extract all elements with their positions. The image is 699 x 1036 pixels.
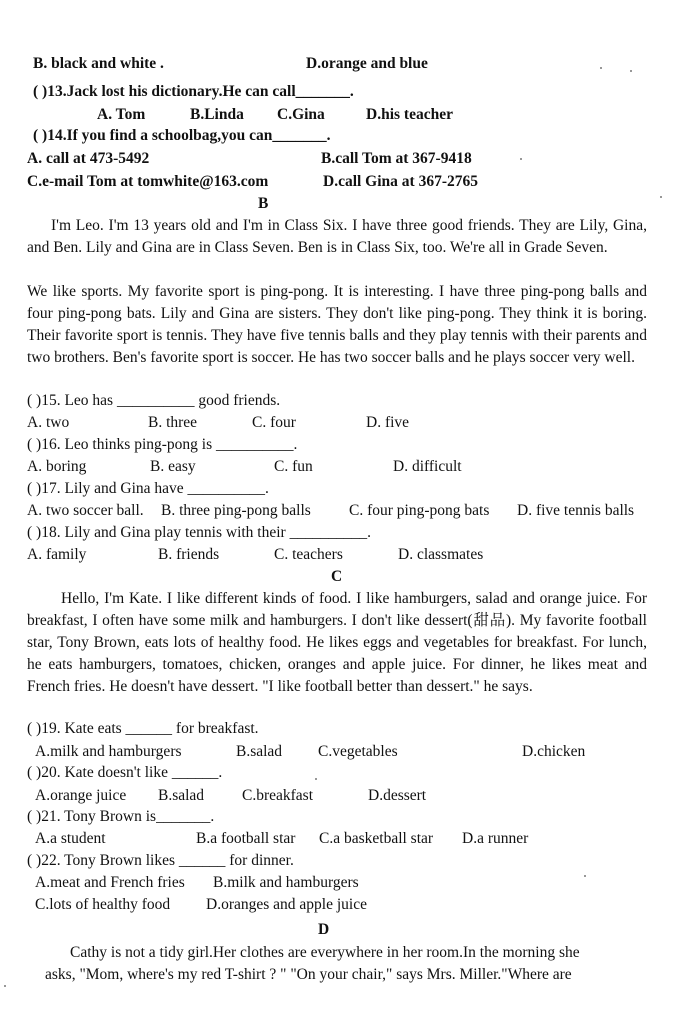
scan-speck (660, 196, 662, 198)
scan-speck (630, 70, 632, 72)
q12-option-b: B. black and white . (33, 55, 164, 72)
q22-option-a: A.meat and French fries (35, 874, 185, 891)
q14-option-d: D.call Gina at 367-2765 (323, 173, 478, 190)
q17-option-d: D. five tennis balls (517, 502, 635, 519)
q17-option-c: C. four ping-pong bats (349, 502, 490, 519)
section-d-heading: D (318, 921, 330, 938)
q13-option-b: B.Linda (190, 106, 244, 123)
section-d-line-1: Cathy is not a tidy girl.Her clothes are everywhere in her room.In the morning she (70, 944, 580, 961)
q13-option-c: C.Gina (277, 106, 325, 123)
scan-speck (520, 158, 522, 160)
q19-option-c: C.vegetables (318, 743, 398, 760)
q19-option-d: D.chicken (522, 743, 586, 760)
scan-speck (600, 67, 602, 69)
q15-option-b: B. three (148, 414, 198, 431)
q12-option-d: D.orange and blue (306, 55, 428, 72)
q17-option-a: A. two soccer ball. (27, 502, 144, 519)
q21-option-a: A.a student (35, 830, 106, 847)
q18-option-d: D. classmates (398, 546, 484, 563)
q19-stem: ( )19. Kate eats ______ for breakfast. (27, 720, 259, 737)
q14-stem: ( )14.If you find a schoolbag,you can_______. (33, 127, 331, 144)
q18-option-a: A. family (27, 546, 87, 563)
q13-option-d: D.his teacher (366, 106, 453, 123)
q21-option-d: D.a runner (462, 830, 529, 847)
q18-option-b: B. friends (158, 546, 220, 563)
q20-stem: ( )20. Kate doesn't like ______. (27, 764, 223, 781)
q15-option-a: A. two (27, 414, 70, 431)
q17-option-b: B. three ping-pong balls (161, 502, 311, 519)
q16-option-b: B. easy (150, 458, 196, 475)
section-c-heading: C (331, 568, 343, 585)
q16-stem: ( )16. Leo thinks ping-pong is __________. (27, 436, 298, 453)
q16-option-a: A. boring (27, 458, 87, 475)
q13-stem: ( )13.Jack lost his dictionary.He can call_______. (33, 83, 354, 100)
q21-stem: ( )21. Tony Brown is_______. (27, 808, 215, 825)
scan-speck (315, 778, 317, 780)
q22-option-d: D.oranges and apple juice (206, 896, 367, 913)
q20-option-c: C.breakfast (242, 787, 314, 804)
q15-option-c: C. four (252, 414, 296, 431)
q16-option-d: D. difficult (393, 458, 462, 475)
q18-option-c: C. teachers (274, 546, 343, 563)
q17-stem: ( )17. Lily and Gina have __________. (27, 480, 269, 497)
q15-option-d: D. five (366, 414, 410, 431)
q14-option-b: B.call Tom at 367-9418 (321, 150, 472, 167)
q14-option-c: C.e-mail Tom at tomwhite@163.com (27, 173, 269, 190)
q22-stem: ( )22. Tony Brown likes ______ for dinner. (27, 852, 294, 869)
q20-option-b: B.salad (158, 787, 205, 804)
q13-option-a: A. Tom (97, 106, 146, 123)
q22-option-b: B.milk and hamburgers (213, 874, 359, 891)
section-b-paragraph-2: We like sports. My favorite sport is ping-pong. It is interesting. I have three ping-pong balls and four ping-pong bats. Lily and Gina are sisters. They don't like ping-pong. They think it is boring. Their favorite sport is tennis. They have five tennis balls and they play tennis with their parents and two brothers. Ben's favorite sport is soccer. He has two soccer balls and he plays soccer very well. (27, 283, 647, 366)
scan-speck (584, 875, 586, 877)
q14-option-a: A. call at 473-5492 (27, 150, 150, 167)
q20-option-d: D.dessert (368, 787, 427, 804)
q18-stem: ( )18. Lily and Gina play tennis with their __________. (27, 524, 371, 541)
section-b-heading: B (258, 195, 269, 212)
section-d-line-2: asks, "Mom, where's my red T-shirt ? " "On your chair," says Mrs. Miller."Where are (45, 966, 572, 983)
q19-option-a: A.milk and hamburgers (35, 743, 182, 760)
q19-option-b: B.salad (236, 743, 283, 760)
q15-stem: ( )15. Leo has __________ good friends. (27, 392, 281, 409)
section-b-paragraph-1: I'm Leo. I'm 13 years old and I'm in Class Six. I have three good friends. They are Lily, Gina, and Ben. Lily and Gina are in Class Seven. Ben is in Class Six, too. We're all in Grade Seven. (27, 217, 647, 256)
q21-option-b: B.a football star (196, 830, 296, 847)
section-c-paragraph: Hello, I'm Kate. I like different kinds of food. I like hamburgers, salad and orange juice. For breakfast, I often have some milk and hamburgers. I don't like dessert(甜品). My favorite football star, Tony Brown, eats lots of healthy food. He likes eggs and vegetables for breakfast. For lunch, he eats hamburgers, tomatoes, chicken, oranges and apple juice. For dinner, he likes meat and French fries. He doesn't have dessert. "I like football better than dessert." he says. (27, 590, 647, 695)
q16-option-c: C. fun (274, 458, 313, 475)
scan-speck (4, 985, 6, 987)
q20-option-a: A.orange juice (35, 787, 127, 804)
q21-option-c: C.a basketball star (319, 830, 434, 847)
q22-option-c: C.lots of healthy food (35, 896, 171, 913)
